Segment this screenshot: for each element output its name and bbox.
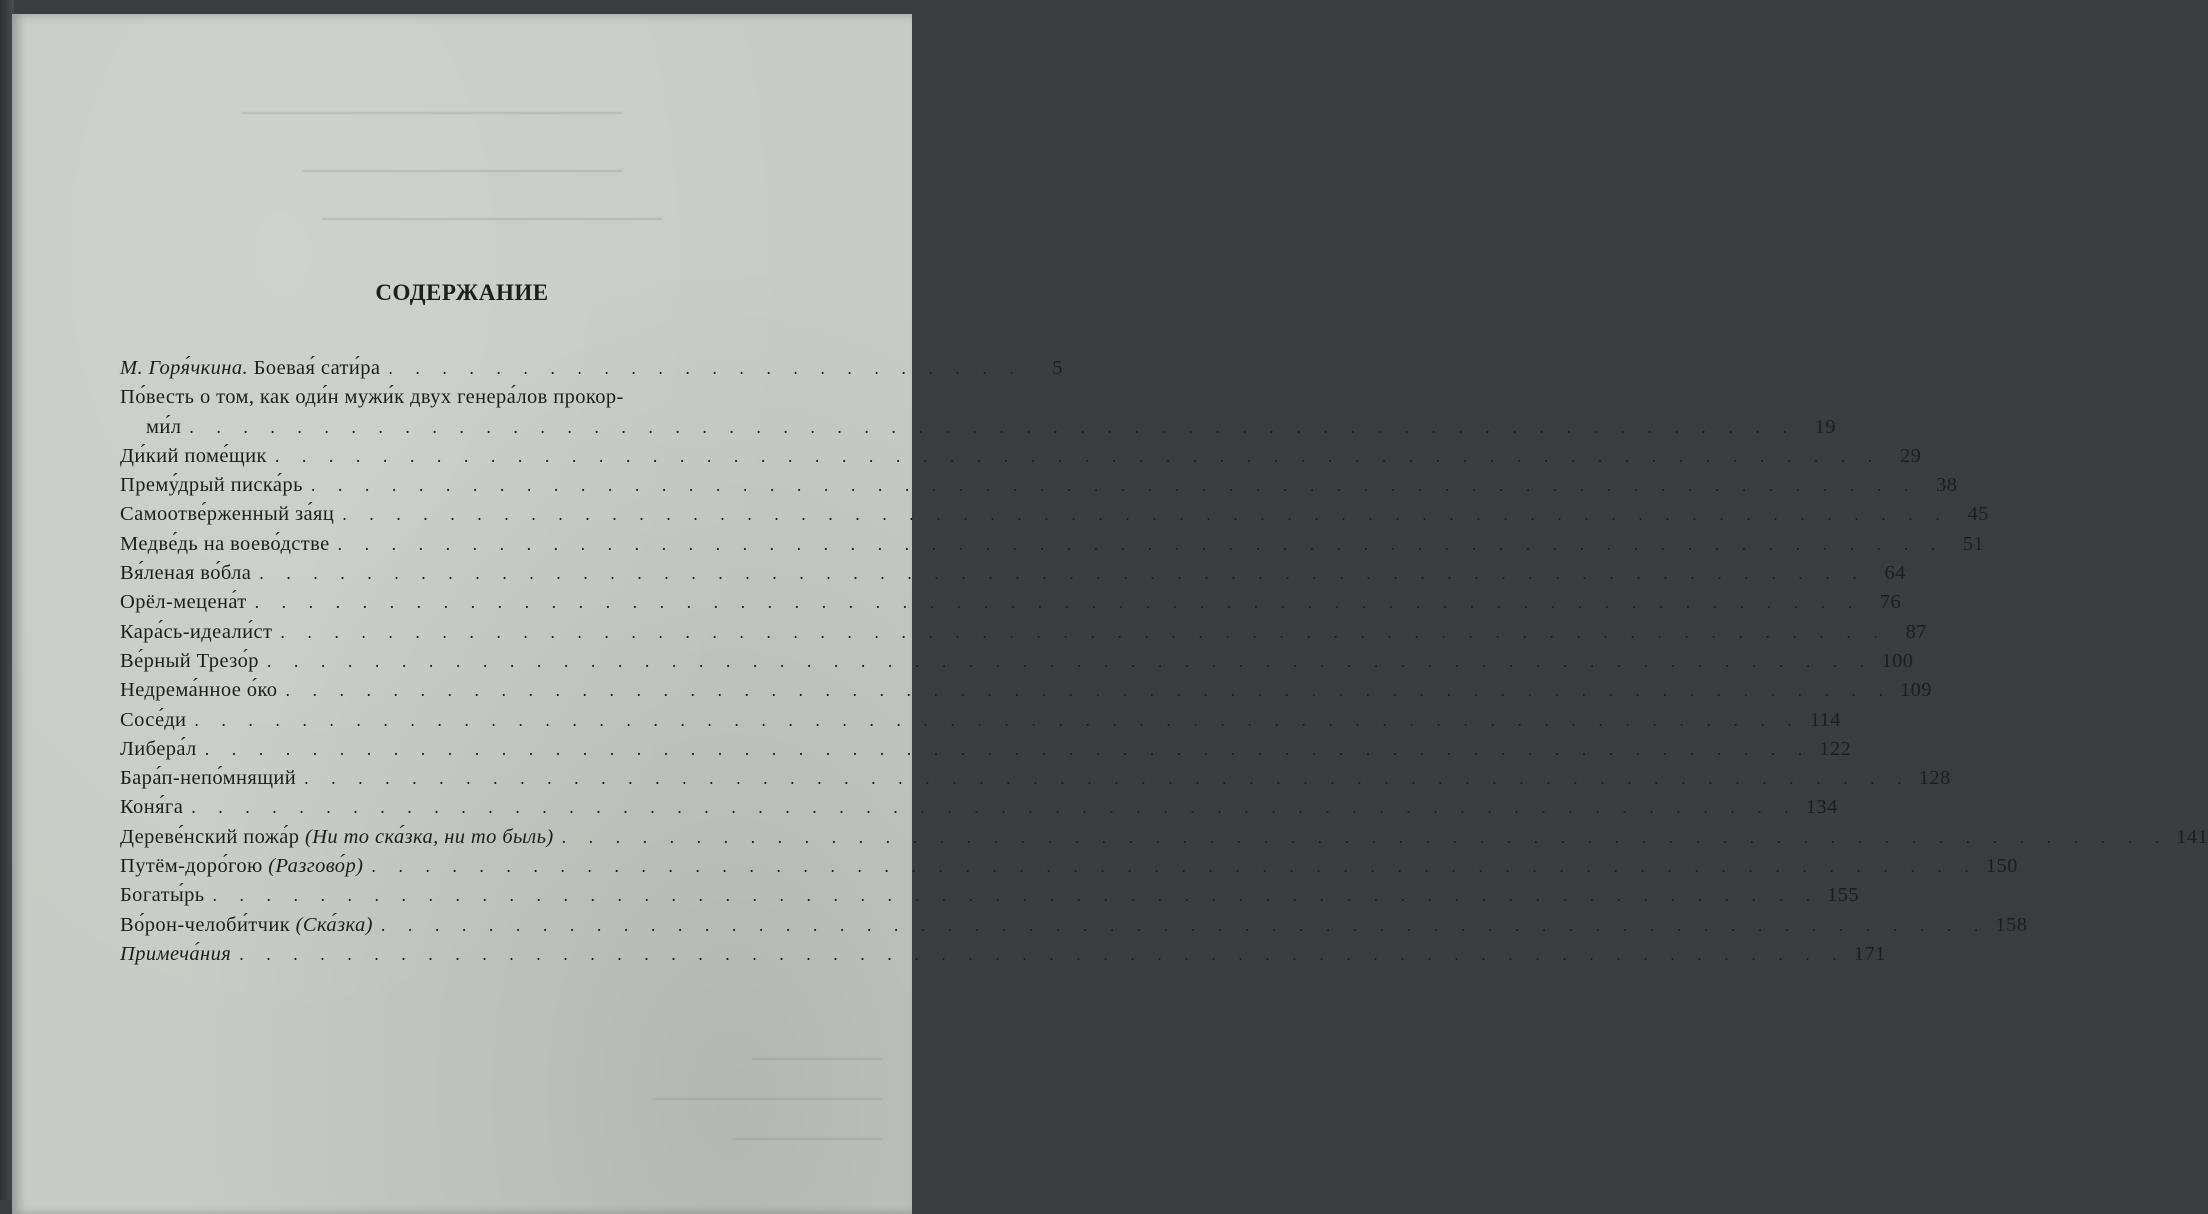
toc-page-number: 150 xyxy=(1985,855,2018,878)
toc-page-number: 87 xyxy=(1905,620,1927,643)
toc-entry-title: Боевая́ сати́ра xyxy=(248,357,381,379)
toc-page-number: 128 xyxy=(1918,767,1951,790)
toc-page-number: 158 xyxy=(1995,913,2028,936)
toc-entry xyxy=(120,588,1902,617)
toc-page-number: 19 xyxy=(1814,415,1836,438)
toc-entry-title: Прему́дрый писка́рь xyxy=(120,474,303,497)
toc-page-number: 64 xyxy=(1884,562,1906,585)
dot-leader: . . . . . . . . . . . . . . . . . . . . . . . . . . . . . . . . . . . . . . . . . . . . . . . . . . . . . . . . . . . . xyxy=(285,680,1892,701)
toc-entry-title: Сосе́ди xyxy=(120,708,187,731)
toc-entry xyxy=(120,793,1838,822)
toc-entry xyxy=(120,911,2028,940)
toc-entry xyxy=(120,676,1932,705)
bleed-through-line xyxy=(322,204,662,220)
toc-entry xyxy=(120,413,1836,442)
bleed-through-line xyxy=(752,1044,882,1060)
toc-entry xyxy=(120,471,1958,500)
toc-entry-subtitle: (Ни то ска́зка, ни то быль) xyxy=(305,825,554,848)
toc-page-number: 171 xyxy=(1853,942,1886,965)
toc-entry-title: Дереве́нский пожа́р xyxy=(120,825,300,848)
dot-leader: . . . . . . . . . . . . . . . . . . . . . . . . . . . . . . . . . . . . . . . . . . . . . . . . . . . . . . . . . . . . xyxy=(280,621,1887,642)
dot-leader: . . . . . . . . . . . . . . . . . . . . . . . . . . . . . . . . . . . . . . . . . . . . . . . . . . . . . . . . . . . . xyxy=(189,416,1796,437)
toc-entry-title: По́весть о том, как оди́н мужи́к двух генера́лов прокор- xyxy=(120,386,624,409)
toc-entry xyxy=(120,442,1922,471)
toc-entry-title: Либера́л xyxy=(120,737,197,760)
toc-entry xyxy=(120,764,1951,793)
toc-page-number: 155 xyxy=(1827,884,1860,907)
toc-page-number: 109 xyxy=(1899,679,1932,702)
bleed-through-line xyxy=(732,1124,882,1140)
toc-entry xyxy=(120,559,1906,588)
toc-entry xyxy=(120,530,1985,559)
dot-leader: . . . . . . . . . . . . . . . . . . . . . . . . . . . . . . . . . . . . . . . . . . . . . . . . . . . . . . . . . . . . xyxy=(561,826,2169,847)
toc-page-number: 114 xyxy=(1809,708,1841,731)
dot-leader: . . . . . . . . . . . . . . . . . . . . . . . . . . . . . . . . . . . . . . . . . . . . . . . . . . . . . . . . . . . . xyxy=(204,738,1812,759)
toc-entry-title: Медве́дь на воево́дстве xyxy=(120,532,330,555)
toc-entry-title: Ди́кий поме́щик xyxy=(120,444,267,467)
toc-entry xyxy=(120,940,1886,969)
toc-entry-title: Во́рон-челоби́тчик xyxy=(120,913,291,936)
toc-entry xyxy=(120,618,1927,647)
toc-entry-title: Коня́га xyxy=(120,796,184,819)
dot-leader: . . . . . . . . . . . . . . . . . . . . . . . . . . . . . . . . . . . . . . . . . . . . . . . . . . . . . . . . . . . . xyxy=(259,563,1866,584)
toc-page-number: 134 xyxy=(1805,796,1838,819)
toc-entry-title: Бара́п-непо́мнящий xyxy=(120,767,297,790)
toc-entry xyxy=(120,823,2208,852)
toc-entry xyxy=(120,500,1989,529)
dot-leader: . . . . . . . . . . . . . . . . . . . . . . . . . . . . . . . . . . . . . . . . . . . . . . . . . . . . . . . . . . . . xyxy=(191,797,1798,818)
toc-page-number: 51 xyxy=(1962,532,1985,555)
dot-leader: . . . . . . . . . . . . . . . . . . . . . . . . . . . . . . . . . . . . . . . . . . . . . . . . . . . . . . . . . . . . xyxy=(254,592,1862,613)
toc-entry-title: Ве́рный Трезо́р xyxy=(120,649,259,672)
toc-page-number: 5 xyxy=(1052,357,1063,379)
page-title: СОДЕРЖАНИЕ xyxy=(375,280,549,305)
toc-page-number: 38 xyxy=(1936,474,1958,497)
toc-entry-title: Орёл-мецена́т xyxy=(120,591,247,614)
dot-leader: . . . . . . . . . . . . . . . . . . . . . . . . . . . . . . . . . . . . . . . . . . . . . . . . . . . . . . . . . . . . xyxy=(239,943,1846,964)
toc-page-number: 122 xyxy=(1819,737,1852,760)
table-of-contents xyxy=(120,354,2208,969)
toc-entry-title: Вя́леная во́бла xyxy=(120,562,252,585)
dot-leader: . . . . . . . . . . . . . . . . . . . . . . . . . . . . . . . . . . . . . . . . . . . . . . . . . . . . . . . . . . . . xyxy=(371,856,1978,877)
toc-entry xyxy=(120,881,1860,910)
dot-leader: . . . . . . . . . . . . . . . . . . . . . . . . . . . . . . . . . . . . . . . . . . . . . . . . . . . . . . . . . . . . xyxy=(266,650,1874,671)
toc-entry xyxy=(120,647,1914,676)
toc-entry-label xyxy=(120,911,373,940)
dot-leader: . . . . . . . . . . . . . . . . . . . . . . . . . . . . . . . . . . . . . . . . . . . . . . . . . . . . . . . . . . . . xyxy=(310,475,1918,496)
toc-entry-title: Недрема́нное о́ко xyxy=(120,679,278,702)
dot-leader: . . . . . . . . . . . . . . . . . . . . . . . . . . . . . . . . . . . . . . . . . . . . . . . . . . . . . . . . . . . . xyxy=(194,709,1801,730)
dot-leader: . . . . . . . . . . . . . . . . . . . . . . . . . . . . . . . . . . . . . . . . . . . . . . . . . . . . . . . . . . . . xyxy=(380,914,1988,935)
dot-leader: . . . . . . . . . . . . . . . . . . . . . . . . . . . . . . . . . . . . . . . . . . . . . . . . . . . . . . . . . . . . xyxy=(304,768,1911,789)
bleed-through-line xyxy=(242,98,622,114)
toc-entry xyxy=(120,706,1841,735)
toc-entry xyxy=(120,852,2018,881)
toc-page-number: 76 xyxy=(1879,591,1902,614)
toc-entry-title: Путём-доро́гою xyxy=(120,855,263,878)
dot-leader: . . . . . . . . . . . . . . . . . . . . . . . . . . . . . . . . . . . . . . . . . . . . . . . . . . . . . . . . . . . . xyxy=(337,533,1945,554)
toc-entry-subtitle: (Разгово́р) xyxy=(268,855,364,878)
toc-entry-title: Богаты́рь xyxy=(120,884,205,907)
toc-page-number: 100 xyxy=(1881,649,1914,672)
dot-leader: . . . . . . . . . . . . . . . . . . . . . . . . . . . . . . . . . . . . . . . . . . . . . . . . . . . . . . . . . . . . xyxy=(274,445,1882,466)
toc-entry-title: Самоотве́рженный за́яц xyxy=(120,503,335,526)
toc-page-number: 141 xyxy=(2176,825,2208,848)
toc-entry-title: Кара́сь-идеали́ст xyxy=(120,620,273,643)
toc-entry-label xyxy=(120,823,554,852)
toc-entry-author: М. Горя́чкина. xyxy=(120,357,249,379)
toc-page-number: 29 xyxy=(1900,444,1922,467)
dot-leader: . . . . . . . . . . . . . . . . . . . . . . . . xyxy=(388,358,1023,378)
book-page xyxy=(12,14,2208,1214)
toc-entry-label xyxy=(120,852,363,881)
toc-entry xyxy=(120,354,1063,383)
toc-entry-label xyxy=(120,354,380,383)
toc-entry-title: Примеча́ния xyxy=(120,942,232,965)
bleed-through-line xyxy=(302,156,622,172)
toc-entry-subtitle: (Ска́зка) xyxy=(295,913,373,936)
dot-leader: . . . . . . . . . . . . . . . . . . . . . . . . . . . . . . . . . . . . . . . . . . . . . . . . . . . . . . . . . . . . xyxy=(212,885,1820,906)
bleed-through-line xyxy=(652,1084,882,1100)
toc-entry xyxy=(120,735,1852,764)
toc-entry-title: ми́л xyxy=(146,415,182,438)
toc-page-number: 45 xyxy=(1967,503,1989,526)
dot-leader: . . . . . . . . . . . . . . . . . . . . . . . . . . . . . . . . . . . . . . . . . . . . . . . . . . . . . . . . . . . . xyxy=(342,504,1949,525)
